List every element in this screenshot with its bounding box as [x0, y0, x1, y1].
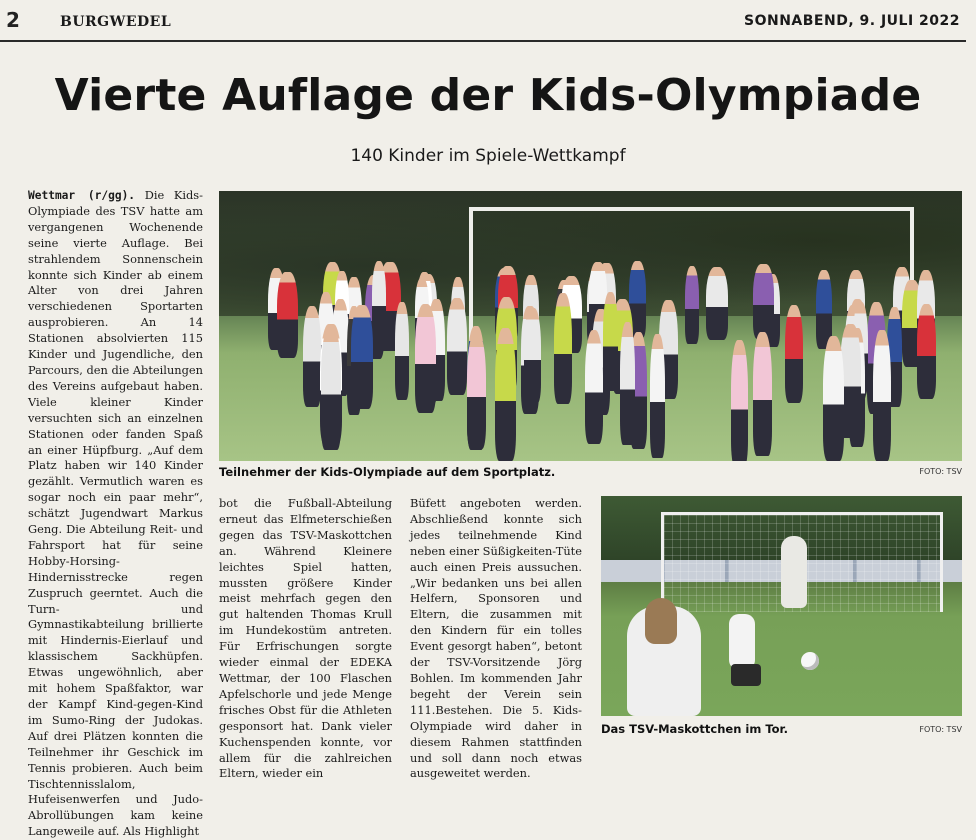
- photo-1-credit: FOTO: TSV: [919, 467, 962, 476]
- article-column-2: [219, 496, 392, 782]
- dateline: Wettmar (r/gg).: [28, 189, 136, 202]
- article-column-3: [410, 496, 582, 782]
- child-figure: [321, 327, 340, 450]
- goal-crossbar: [469, 207, 914, 211]
- child-figure: [447, 298, 467, 395]
- child-figure: [620, 322, 635, 445]
- photo-mascot: [601, 496, 962, 716]
- child-figure: [524, 308, 541, 404]
- child-figure: [467, 333, 486, 448]
- child-figure: [917, 304, 936, 399]
- headline: Vierte Auflage der Kids-Olympiade: [54, 70, 922, 121]
- subheadline: 140 Kinder im Spiele-Wettkampf: [350, 146, 626, 166]
- photo-2-credit: FOTO: TSV: [919, 725, 962, 734]
- child-figure: [753, 264, 773, 339]
- child-figure: [603, 292, 618, 392]
- child-figure: [685, 266, 700, 343]
- child-figure: [785, 305, 804, 403]
- football: [801, 652, 819, 670]
- section-name: BURGWEDEL: [60, 14, 172, 30]
- photo-1-caption: Teilnehmer der Kids-Olympiade auf dem Sportplatz.: [219, 465, 556, 479]
- child-figure: [650, 334, 665, 458]
- child-figure: [495, 328, 516, 461]
- header-rule: [0, 40, 966, 42]
- child-figure: [873, 330, 891, 461]
- boy-kicking-figure: [729, 614, 755, 670]
- child-figure: [395, 302, 409, 400]
- child-figure: [706, 267, 728, 340]
- goal-post-right: [940, 512, 943, 612]
- goal-post-left: [661, 512, 664, 612]
- child-figure: [277, 272, 298, 359]
- child-figure: [554, 293, 572, 404]
- column-1-text: Die Kids-Olympiade des TSV hatte am vergangenen Wochenende seine vierte Auflage. Bei strahlendem Sonnenschein konnte sich Kinder ab einem Alter von drei Jahren verschiedenen Sportarten ausprobieren. An 14 Stationen absolvierten 115 Kinder und Jugendliche, den Parcours, den die Abteilungen des Vereins aufgebaut haben. Viele kleiner Kinder versuchten sich an einzelnen Stationen oder fanden Spaß an einer Hüpfburg. „Auf dem Platz haben wir 140 Kinder gezählt. Vermutlich waren es sogar noch ein paar mehr“, schätzt Jugendwart Markus Geng. Die Abteilung Reit- und Fahrsport hat für seine Hobby-Horsing-Hindernisstrecke regen Zuspruch geerntet. Auch die Turn- und Gymnastikabteilung brillierte mit Hindernis-Eierlauf und klassischem Sackhüpfen. Etwas ungewöhnlich, aber mit hohem Spaßfaktor, war der Kampf Kind-gegen-Kind im Sumo-Ring der Judokas. Auf drei Plätzen konnten die Teilnehmer ihr Geschick im Tennis probieren. Auch beim Tischtennisslalom, Hufeisenwerfen und Judo-Abrollübungen kam keine Langeweile auf. Als Highlight: [28, 188, 203, 839]
- child-figure: [351, 305, 373, 409]
- child-figure: [753, 332, 772, 457]
- goal-crossbar: [661, 512, 943, 515]
- column-3-text: Büfett angeboten werden. Abschließend konnte sich jedes teilnehmende Kind neben einer Süßigkeiten-Tüte auch einen Preis aussuchen. „Wir bedanken uns bei allen Helfern, Sponsoren und Eltern, die zusammen mit den Kindern für ein tolles Event gesorgt haben“, betont der TSV-Vorsitzende Jörg Bohlen. Im kommenden Jahr begeht der Verein sein 111.Bestehen. Die 5. Kids-Olympiade wird daher in diesem Rahmen stattfinden und soll dann noch etwas ausgeweitet werden.: [410, 496, 582, 781]
- children-crowd: [253, 251, 943, 441]
- child-figure: [731, 340, 748, 461]
- page-number: 2: [6, 8, 20, 32]
- girl-hair: [645, 598, 677, 644]
- column-2-text: bot die Fußball-Abteilung erneut das Elfmeterschießen gegen das TSV-Maskottchen an. Während Kleinere leichtes Spiel hatten, mussten größere Kinder meist mehrfach gegen den gut haltenden Thomas Krull im Hundekostüm antreten. Für Erfrischungen sorgte wieder einmal der EDEKA Wettmar, der 100 Flaschen Apfelschorle und jede Menge frisches Obst für die Athleten gesponsort hat. Dank vieler Kuchenspenden konnte, vor allem für die zahlreichen Eltern, wieder ein: [219, 496, 392, 781]
- dog-mascot-figure: [781, 536, 807, 608]
- child-figure: [585, 330, 604, 444]
- issue-date: SONNABEND, 9. JULI 2022: [744, 13, 960, 29]
- photo-group: [219, 191, 962, 461]
- boy-legs: [731, 664, 761, 686]
- photo-2-caption: Das TSV-Maskottchen im Tor.: [601, 722, 788, 736]
- child-figure: [303, 306, 321, 407]
- child-figure: [823, 336, 844, 461]
- child-figure: [372, 261, 387, 343]
- child-figure: [415, 304, 437, 414]
- article-column-1: [28, 188, 203, 840]
